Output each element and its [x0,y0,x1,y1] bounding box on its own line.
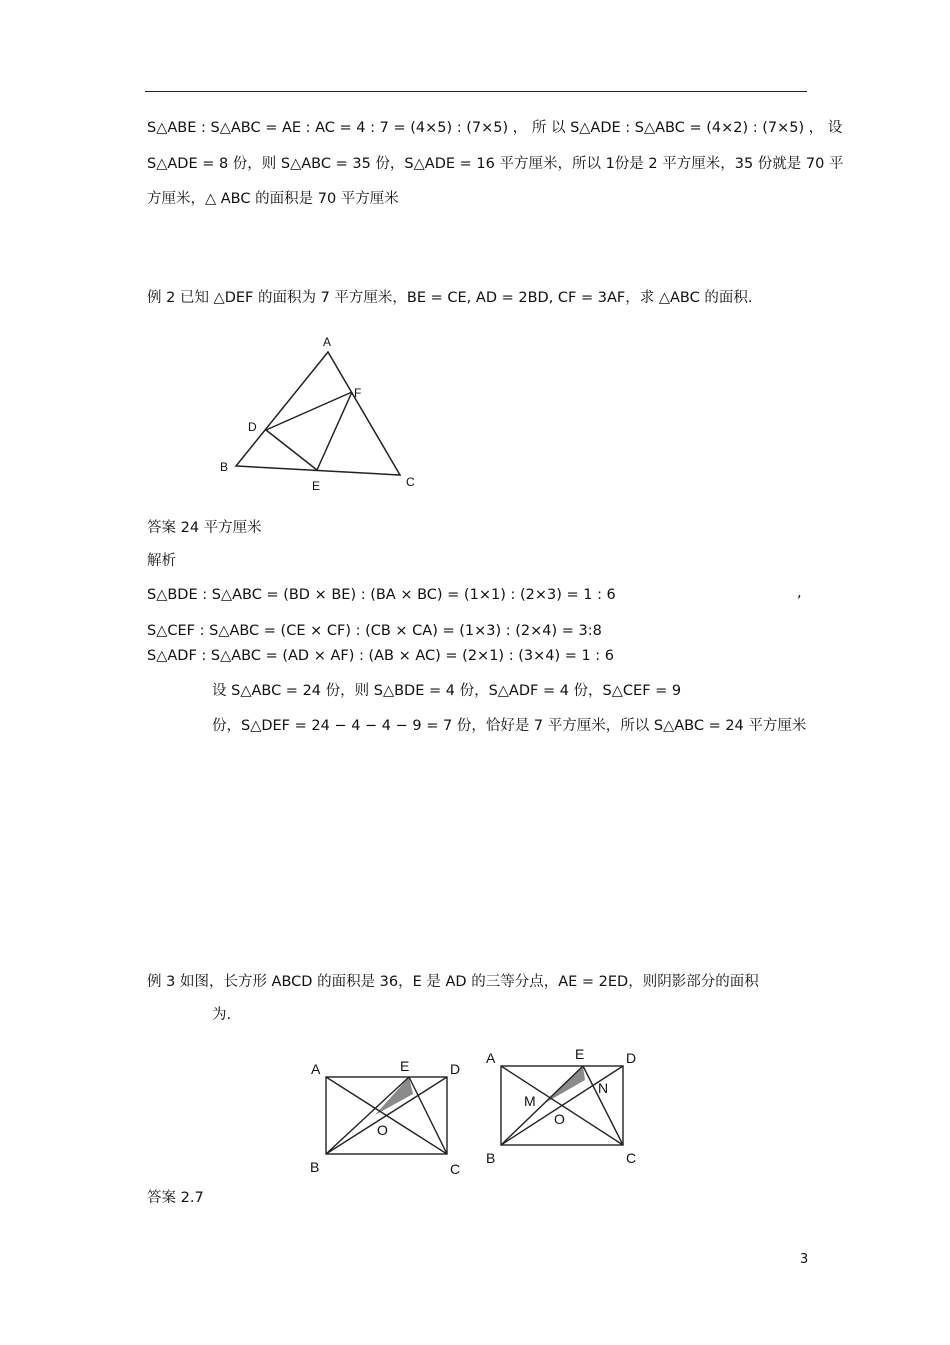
label-d: D [450,1061,461,1077]
label-b: B [220,460,229,474]
label-f: F [354,386,362,400]
example3-figure-2 [480,1043,660,1173]
segment-eb [326,1077,409,1154]
segment-de [266,430,317,470]
example2-analysis-title: 解析 [147,553,176,569]
segment-ec [583,1066,623,1145]
example2-triangle-figure [210,330,430,500]
intro-line-2: S△ADE = 8 份，则 S△ABC = 35 份，S△ADE = 16 平方厘米，所以 1份是 2 平方厘米，35 份就是 70 平 [147,156,844,172]
intro-line-1: S△ABE : S△ABC = AE : AC = 4 : 7 = (4×5) : (7×5) ， 所 以 S△ADE : S△ABC = (4×2) : (7×5) ， 设 [147,120,843,136]
triangle-abc [236,352,400,475]
label-c: C [626,1150,637,1166]
label-c: C [450,1161,461,1177]
segment-df [266,392,352,430]
example2-eq1-tail: , [797,585,802,601]
example2-question: 例 2 已知 △DEF 的面积为 7 平方厘米，BE = CE, AD = 2BD, CF = 3AF，求 △ABC 的面积. [147,290,753,306]
example2-eq3: S△ADF : S△ABC = (AD × AF) : (AB × AC) = (2×1) : (3×4) = 1 : 6 [147,648,615,664]
segment-eb [501,1066,583,1145]
example2-eq2: S△CEF : S△ABC = (CE × CF) : (CB × CA) = (1×3) : (2×4) = 3:8 [147,623,602,639]
page-number: 3 [800,1252,809,1267]
example3-question: 例 3 如图，长方形 ABCD 的面积是 36，E 是 AD 的三等分点，AE = 2ED，则阴影部分的面积 [147,974,759,990]
example2-eq5: 份，S△DEF = 24 − 4 − 4 − 9 = 7 份，恰好是 7 平方厘米，所以 S△ABC = 24 平方厘米 [212,718,807,734]
label-a: A [311,1061,321,1077]
label-e: E [312,479,321,493]
label-c: C [406,475,415,489]
label-d: D [626,1050,637,1066]
label-a: A [486,1050,496,1066]
label-d: D [248,420,257,434]
example3-question-cont: 为. [212,1007,232,1023]
segment-fe [317,392,352,470]
example2-eq4: 设 S△ABC = 24 份，则 S△BDE = 4 份，S△ADF = 4 份，S△CEF = 9 [212,683,682,699]
example2-eq1: S△BDE : S△ABC = (BD × BE) : (BA × BC) = (1×1) : (2×3) = 1 : 6 [147,587,616,603]
label-m: M [524,1093,536,1109]
example3-answer: 答案 2.7 [147,1190,204,1206]
label-a: A [323,335,332,349]
intro-line-3: 方厘米，△ ABC 的面积是 70 平方厘米 [147,191,399,207]
label-b: B [486,1150,496,1166]
header-rule [145,91,807,92]
label-b: B [310,1159,320,1175]
label-n: N [598,1080,609,1096]
shaded-region-1 [375,1077,413,1115]
label-e: E [400,1058,410,1074]
example2-answer: 答案 24 平方厘米 [147,520,262,536]
label-o: O [377,1122,388,1138]
example3-figure-1 [300,1050,480,1180]
label-o: O [554,1111,565,1127]
label-e: E [575,1046,585,1062]
